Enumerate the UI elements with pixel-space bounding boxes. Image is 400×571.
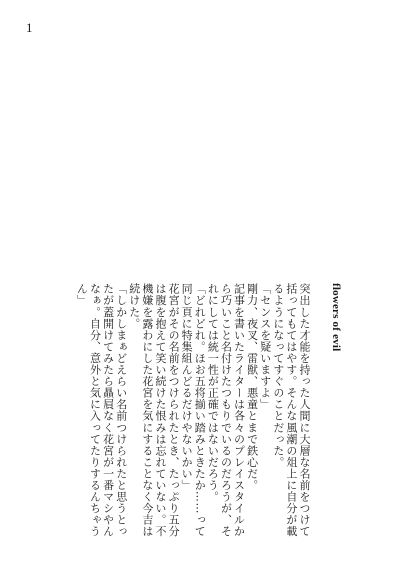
paragraph: 「どれどれ。ほお五将揃い踏みときたか……って同じ頁に特集組んどるだけやないかい」 xyxy=(180,283,207,538)
paragraph: 「しかしまぁどえらい名前つけられたと思うとったが蓋開けてみたら贔屓なく花宮が一番マシやんなぁ。自分、意外と気に入ってたりするんちゃうん」 xyxy=(75,283,128,538)
paragraph: 記事を書いたライターは各々のプレイスタイルから巧いこと名付けたつもりでいるのだろうが、それにしては統一性が正確ではないだろう。 xyxy=(206,283,246,538)
paragraph: 剛力、夜叉、雷獣、悪童とまで鉄心だ。 xyxy=(245,283,259,491)
paragraph: 「センスを疑いますよ」 xyxy=(258,283,272,411)
paragraph: 花宮がその名前をつけられたとき、たっぷり五分は腹を抱えて笑い続けた恨みは忘れていない。不機嫌を露わにした花宮を気にすることなく今吉は続けた。 xyxy=(127,283,181,538)
page-number: 1 xyxy=(26,20,33,35)
body-text xyxy=(51,283,311,541)
running-title: flowers of evil xyxy=(330,283,342,352)
paragraph: 突出した才能を持った人間に大層な名前をつけて括ってもてはやす。そんな風潮の俎上に自分が載るようになってすぐのことだった。 xyxy=(271,283,311,538)
